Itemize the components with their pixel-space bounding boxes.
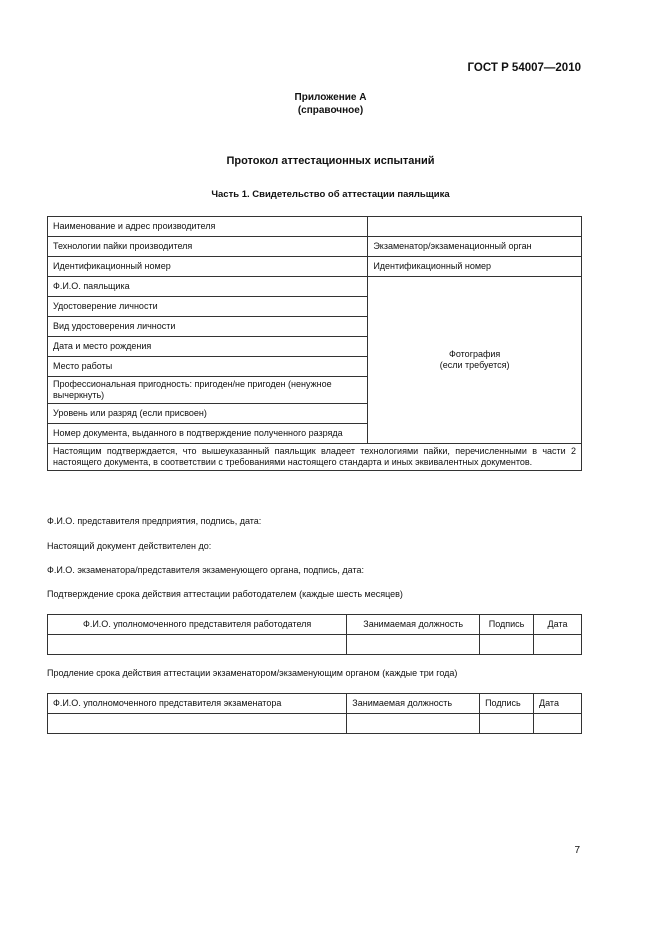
employer-empty-cell <box>480 635 534 655</box>
enterprise-rep-line: Ф.И.О. представителя предприятия, подпись, дата: <box>47 516 262 526</box>
appendix-subtitle: (справочное) <box>297 105 364 116</box>
id-left-cell: Идентификационный номер <box>48 257 368 277</box>
examiner-empty-cell <box>480 714 534 734</box>
examiner-col-date: Дата <box>534 694 582 714</box>
manufacturer-cell: Наименование и адрес производителя <box>48 217 368 237</box>
photo-note: (если требуется) <box>439 360 510 370</box>
employer-empty-cell <box>48 635 347 655</box>
id-right-cell: Идентификационный номер <box>368 257 582 277</box>
employer-col-signature: Подпись <box>480 615 534 635</box>
photo-label: Фотография <box>449 349 501 359</box>
page-number: 7 <box>574 845 580 856</box>
employer-col-position: Занимаемая должность <box>347 615 480 635</box>
part-title: Часть 1. Свидетельство об аттестации паяльщика <box>211 189 450 200</box>
fio-cell: Ф.И.О. паяльщика <box>48 277 368 297</box>
employer-col-date: Дата <box>534 615 582 635</box>
examiner-empty-cell <box>534 714 582 734</box>
employer-empty-cell <box>347 635 480 655</box>
protocol-title: Протокол аттестационных испытаний <box>226 155 435 167</box>
identity-cell: Удостоверение личности <box>48 297 368 317</box>
fitness-cell: Профессиональная пригодность: пригоден/не пригоден (ненужное вычеркнуть) <box>48 377 368 404</box>
examiner-table <box>47 693 582 734</box>
employer-confirm-line: Подтверждение срока действия аттестации работодателем (каждые шесть месяцев) <box>47 589 403 599</box>
certificate-table <box>47 216 582 471</box>
examiner-col-fio: Ф.И.О. уполномоченного представителя экзаменатора <box>48 694 347 714</box>
examiner-col-position: Занимаемая должность <box>347 694 480 714</box>
employer-col-fio: Ф.И.О. уполномоченного представителя работодателя <box>48 615 347 635</box>
appendix-title: Приложение А <box>294 92 367 103</box>
examiner-empty-cell <box>347 714 480 734</box>
workplace-cell: Место работы <box>48 357 368 377</box>
examiner-col-signature: Подпись <box>480 694 534 714</box>
level-cell: Уровень или разряд (если присвоен) <box>48 404 368 424</box>
examiner-empty-cell <box>48 714 347 734</box>
examiner-rep-line: Ф.И.О. экзаменатора/представителя экзаменующего органа, подпись, дата: <box>47 565 364 575</box>
confirmation-cell: Настоящим подтверждается, что вышеуказанный паяльщик владеет технологиями пайки, перечисленными в части 2 настоящего документа, в соответствии с требованиями настоящего стандарта и иных эквивалентных документов. <box>48 444 582 471</box>
birth-cell: Дата и место рождения <box>48 337 368 357</box>
examiner-cell: Экзаменатор/экзаменационный орган <box>368 237 582 257</box>
photo-cell <box>368 277 582 444</box>
standard-number: ГОСТ Р 54007—2010 <box>467 62 581 74</box>
employer-table <box>47 614 582 655</box>
document-cell: Номер документа, выданного в подтверждение полученного разряда <box>48 424 368 444</box>
empty-cell <box>368 217 582 237</box>
extension-line: Продление срока действия аттестации экзаменатором/экзаменующим органом (каждые три года) <box>47 668 458 678</box>
identity-type-cell: Вид удостоверения личности <box>48 317 368 337</box>
employer-empty-cell <box>534 635 582 655</box>
valid-until-line: Настоящий документ действителен до: <box>47 541 212 551</box>
technologies-cell: Технологии пайки производителя <box>48 237 368 257</box>
